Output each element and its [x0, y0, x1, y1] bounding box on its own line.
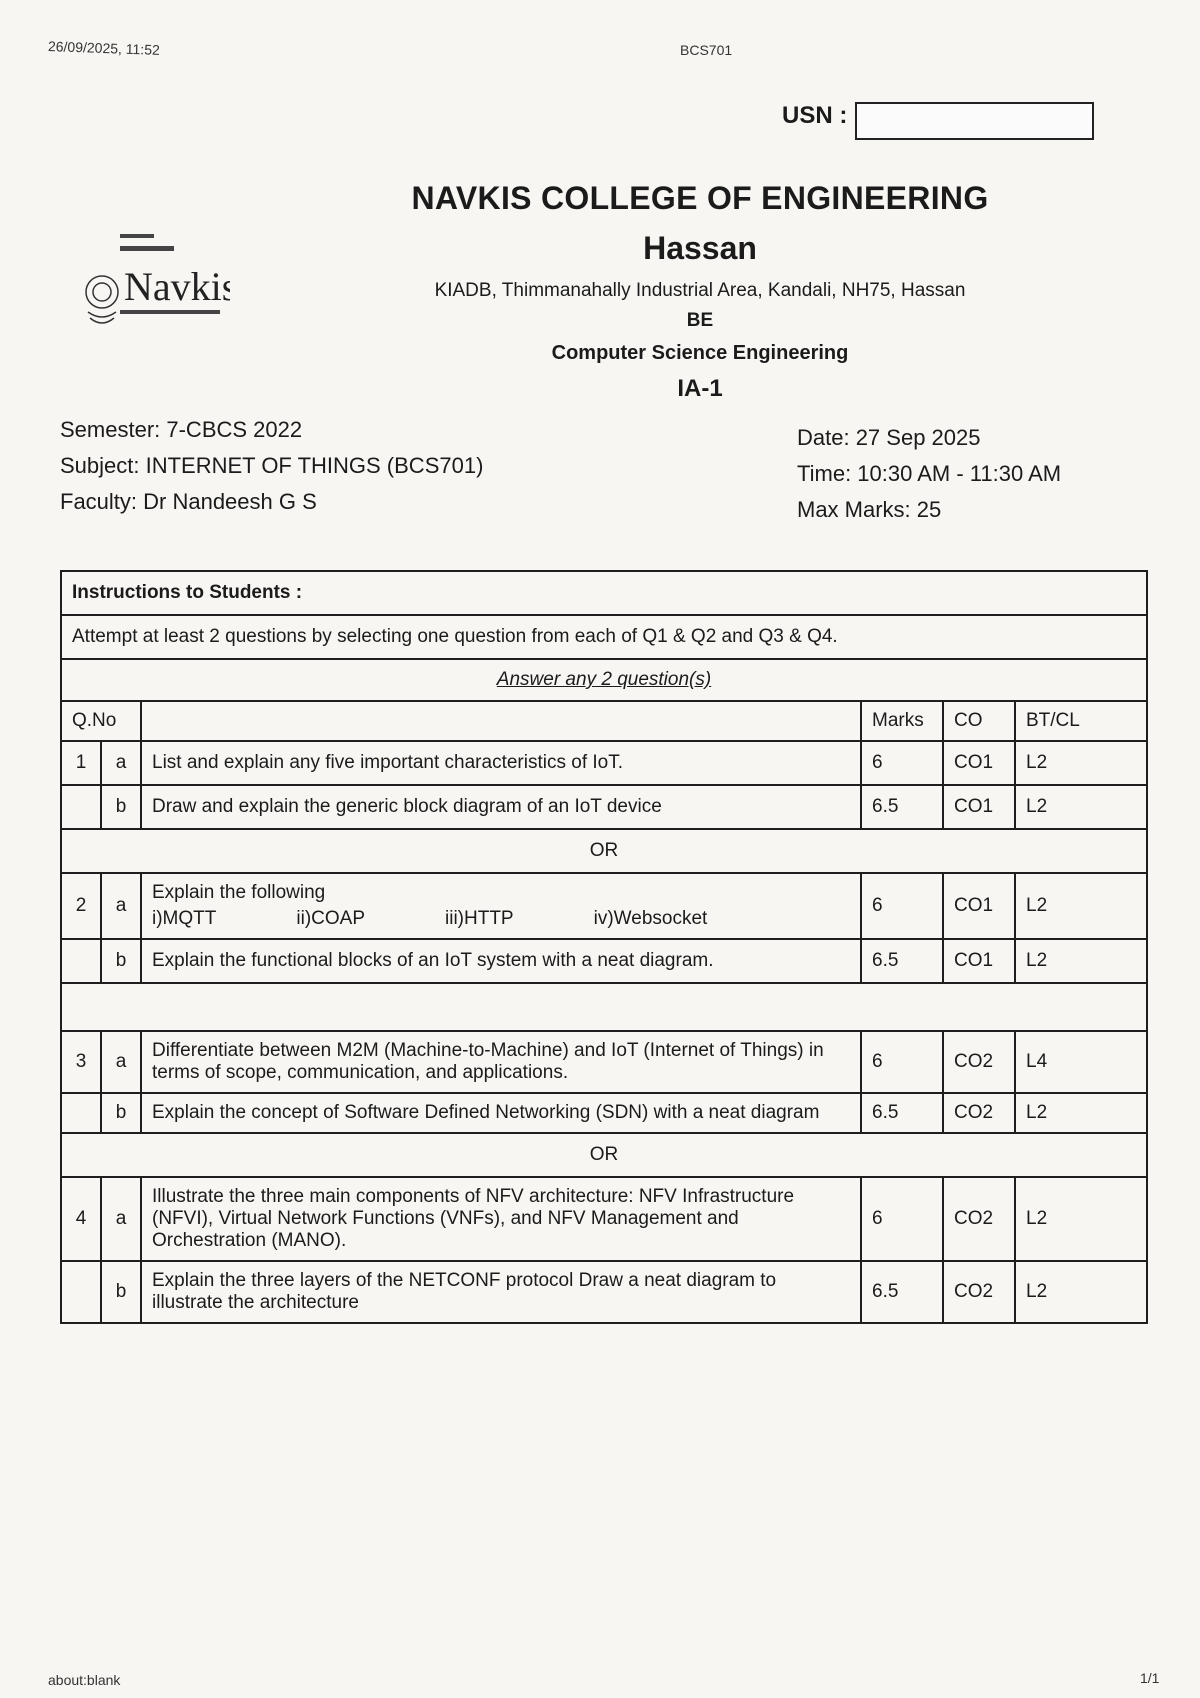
question-table [60, 570, 1148, 1324]
exam-time: Time: 10:30 AM - 11:30 AM [797, 461, 1062, 486]
header-marks: Marks [861, 701, 943, 741]
question-cell [141, 873, 861, 939]
question-co: CO1 [943, 939, 1015, 983]
table-row [61, 873, 1147, 939]
question-number [61, 1093, 101, 1133]
header-question [141, 701, 861, 741]
or-separator: OR [61, 1133, 1147, 1177]
question-text: Differentiate between M2M (Machine-to-Machine) and IoT (Internet of Things) in terms of scope, communication, and applications. [141, 1031, 861, 1093]
question-co: CO2 [943, 1261, 1015, 1323]
print-datetime: 26/09/2025, 11:52 [47, 38, 161, 58]
question-bt: L2 [1015, 1177, 1147, 1261]
question-text: Explain the concept of Software Defined Networking (SDN) with a neat diagram [141, 1093, 861, 1133]
question-co: CO1 [943, 741, 1015, 785]
question-marks: 6.5 [861, 785, 943, 829]
question-part: a [101, 1031, 141, 1093]
answer-note: Answer any 2 question(s) [496, 669, 712, 690]
question-number [61, 785, 101, 829]
question-text: Explain the three layers of the NETCONF protocol Draw a neat diagram to illustrate the architecture [141, 1261, 861, 1323]
question-marks: 6 [861, 741, 943, 785]
table-row [61, 1261, 1147, 1323]
question-bt: L4 [1015, 1031, 1147, 1093]
table-header-row [61, 701, 1147, 741]
faculty: Faculty: Dr Nandeesh G S [60, 489, 317, 514]
or-separator: OR [61, 829, 1147, 873]
question-bt: L2 [1015, 785, 1147, 829]
subitem: iv)Websocket [593, 908, 708, 929]
subitem: iii)HTTP [445, 908, 514, 929]
question-number [61, 1261, 101, 1323]
logo-wordmark: Navkis [124, 264, 230, 309]
instructions-heading: Instructions to Students : [61, 571, 1147, 615]
question-text: Illustrate the three main components of NFV architecture: NFV Infrastructure (NFVI), Virtual Network Functions (VNFs), and NFV Management and Orchestration (MANO). [141, 1177, 861, 1261]
question-bt: L2 [1015, 939, 1147, 983]
exam-details-left [60, 412, 483, 520]
usn-field[interactable] [855, 102, 1094, 140]
question-part: a [101, 741, 141, 785]
question-part: a [101, 1177, 141, 1261]
blank-cell [61, 983, 1147, 1031]
question-text: Explain the functional blocks of an IoT system with a neat diagram. [141, 939, 861, 983]
question-marks: 6.5 [861, 1261, 943, 1323]
question-number: 3 [61, 1031, 101, 1093]
subitem: i)MQTT [152, 908, 217, 929]
separator-row [61, 1133, 1147, 1177]
table-row [61, 939, 1147, 983]
table-row [61, 1031, 1147, 1093]
question-bt: L2 [1015, 741, 1147, 785]
question-co: CO1 [943, 873, 1015, 939]
header-co: CO [943, 701, 1015, 741]
question-part: b [101, 1261, 141, 1323]
question-bt: L2 [1015, 1261, 1147, 1323]
exam-name: IA-1 [677, 375, 723, 402]
degree: BE [686, 310, 714, 331]
question-co: CO2 [943, 1031, 1015, 1093]
table-row [61, 1093, 1147, 1133]
question-marks: 6 [861, 1031, 943, 1093]
answer-note-row [61, 659, 1147, 701]
subitem-list [152, 908, 850, 930]
question-co: CO2 [943, 1093, 1015, 1133]
separator-row [61, 829, 1147, 873]
question-co: CO1 [943, 785, 1015, 829]
exam-details-right [797, 420, 1061, 528]
header-qno: Q.No [61, 701, 141, 741]
table-row [61, 785, 1147, 829]
college-name: NAVKIS COLLEGE OF ENGINEERING [411, 180, 989, 216]
instructions-text: Attempt at least 2 questions by selecting one question from each of Q1 & Q2 and Q3 & Q4. [61, 615, 1147, 659]
question-part: b [101, 939, 141, 983]
department: Computer Science Engineering [551, 342, 849, 364]
question-number: 4 [61, 1177, 101, 1261]
question-number: 1 [61, 741, 101, 785]
college-address: KIADB, Thimmanahally Industrial Area, Kandali, NH75, Hassan [434, 280, 966, 301]
college-city: Hassan [643, 230, 757, 266]
question-bt: L2 [1015, 873, 1147, 939]
question-part: b [101, 785, 141, 829]
max-marks: Max Marks: 25 [797, 497, 942, 522]
question-text: Draw and explain the generic block diagram of an IoT device [141, 785, 861, 829]
question-marks: 6 [861, 1177, 943, 1261]
exam-date: Date: 27 Sep 2025 [797, 425, 981, 450]
footer-page: 1/1 [1140, 1670, 1160, 1686]
question-text: Explain the following [152, 882, 326, 903]
question-text: List and explain any five important characteristics of IoT. [141, 741, 861, 785]
question-marks: 6.5 [861, 1093, 943, 1133]
question-part: b [101, 1093, 141, 1133]
question-number: 2 [61, 873, 101, 939]
college-logo [80, 230, 230, 340]
semester: Semester: 7-CBCS 2022 [60, 417, 303, 442]
footer-url: about:blank [48, 1672, 121, 1688]
table-row [61, 741, 1147, 785]
print-code: BCS701 [680, 42, 733, 58]
question-co: CO2 [943, 1177, 1015, 1261]
logo-emblem-icon [80, 230, 230, 340]
table-row [61, 1177, 1147, 1261]
instructions-heading-row [61, 571, 1147, 615]
question-marks: 6.5 [861, 939, 943, 983]
blank-separator-row [61, 983, 1147, 1031]
usn-label: USN : [782, 102, 848, 129]
question-marks: 6 [861, 873, 943, 939]
question-number [61, 939, 101, 983]
subitem: ii)COAP [296, 908, 365, 929]
instructions-text-row [61, 615, 1147, 659]
header-bt: BT/CL [1015, 701, 1147, 741]
question-bt: L2 [1015, 1093, 1147, 1133]
question-part: a [101, 873, 141, 939]
subject: Subject: INTERNET OF THINGS (BCS701) [60, 453, 484, 478]
